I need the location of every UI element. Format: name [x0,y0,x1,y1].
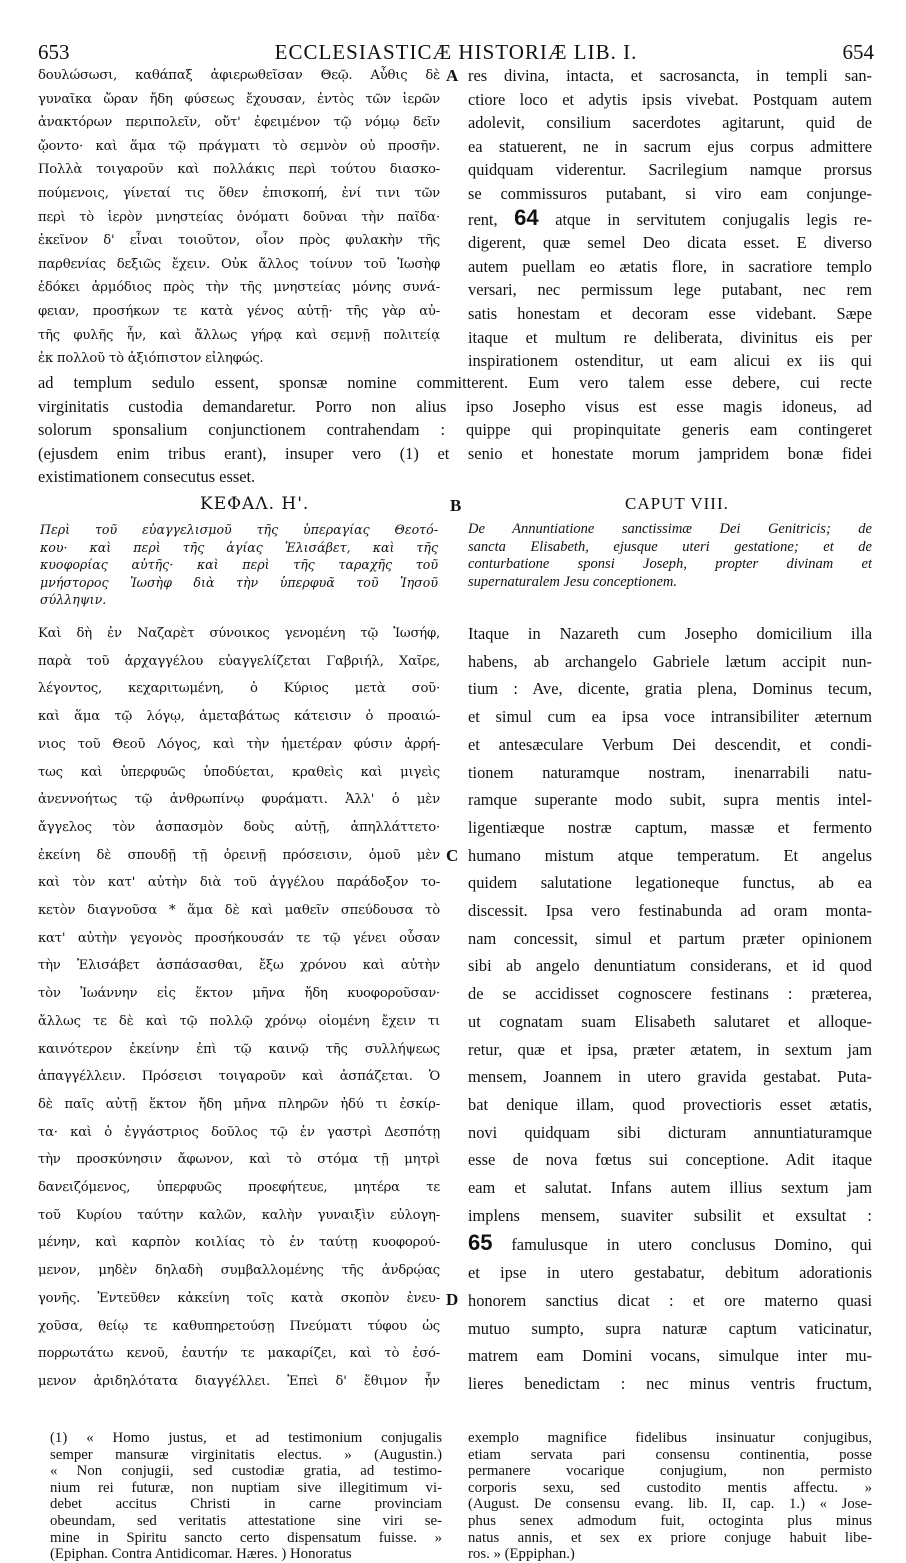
greek-text-line: μένην, καὶ καρπὸν κοιλίας τὸ ἐν ταύτῃ κυοφορού- [38,1235,440,1251]
greek-text-line: καινότερον ἐκείνην ἐπὶ τῷ καινῷ τῆς συλλήψεως [38,1041,440,1057]
greek-text-line: τὸν Ἰωάννην εἰς ἕκτον μῆνα ἤδη κυοφοροῦσαν· [38,986,440,1002]
greek-text-line: μενον, μηδὲν δηλαδὴ συμβαλλομένης τῆς ἀνδρῴας [38,1263,440,1279]
latin-text-line: ea statuerent, ne in sacrum ejus corpus admittere [468,136,872,156]
greek-text-line: ἄλλως τε δὲ καὶ τῷ πολλῷ χρόνῳ οἰομένη ἔχειν τι [38,1013,440,1029]
latin-text-line: eam et salutat. Infans autem illius sextum jam [468,1178,872,1198]
greek-text-line: ἐκεῖνον δ' εἶναι τοιοῦτον, οἷον πρὸς φυλακὴν τῆς [38,233,440,249]
latin-text-line: esse de nova fœtus sui conceptione. Adit itaque [468,1150,872,1170]
greek-text-line: γυναῖκα ὥραν ἤδη φύσεως ἔχουσαν, ἐντὸς τῶν ἱερῶν [38,91,440,107]
latin-text-line: bat denique illam, quod provectioris esset ætatis, [468,1094,872,1114]
greek-chapter-summary [40,521,438,609]
greek-text-line: χοῦσα, θείῳ τε καθυπηρετούσῃ Πνεύματι τύφου ὡς [38,1318,440,1334]
footnote-right [468,1430,872,1563]
latin-text-line: rent, 64 atque in servitutem conjugalis legis re- [468,205,872,230]
latin-text-line: se commissuros putabant, si viro eam conjunge- [468,183,872,203]
latin-summary-line: supernaturalem Jesu conceptionem. [468,573,677,590]
latin-text-line: implens mensem, suaviter subsilit et exsultat : [468,1205,872,1225]
margin-letter-b: B [450,496,462,515]
footnote-line: corporis sexu, sed custodito mentis affectu. » [468,1479,872,1496]
footnote-line: (Epiphan. Contra Antidicomar. Hæres. ) Honoratus [50,1546,352,1563]
latin-text-line: Itaque in Nazareth cum Josepho domicilium illa [468,624,872,643]
greek-text-line: γονῆς. Ἐντεῦθεν κἀκείνη τοῖς κατὰ σκοπὸν ἐνευ- [38,1290,440,1306]
greek-text-line: ἄγγελος τὸν ἀσπασμὸν δοὺς αὐτῇ, ἀπηλλάττετο· [38,819,440,835]
latin-text-line: ut cognatam suam Elisabeth salutaret et alloque- [468,1011,872,1031]
greek-text-line: ἀνεννοήτως τῷ ἀνθρωπίνῳ φυράματι. Ἀλλ' ὁ μὲν [38,792,440,808]
latin-full-width-paragraph [38,371,872,489]
latin-text-line: digerent, quæ semel Deo dicata esset. E diverso [468,233,872,253]
greek-text-line: τως καὶ ὑπερφυῶς ὑποδύεται, κραθεὶς καὶ μιγεὶς [38,764,440,780]
latin-text-line: sibi ab angelo denuntiatum considerans, et id quod [468,956,872,976]
latin-column-body [468,620,872,1398]
greek-text-line: ἀνακτόρων περιπολεῖν, οὔτ' ἐφειμένον τῷ νόμῳ δεῖν [38,115,440,131]
latin-text-line: versari, nec permissum lege putabant, nec rem [468,280,872,300]
footnote-left [50,1430,442,1563]
greek-text-line: τὴν Ἐλισάβετ ἀσπάσασθαι, ἔξω χρόνου καὶ αὐτὴν [38,958,440,974]
greek-text-line: τῆς φυλῆς ἦν, καὶ ἄλλως γήρᾳ καὶ σεμνῇ πολιτείᾳ [38,327,440,343]
latin-text-line: quidem salutatione legationeque functus, ab ea [468,873,872,893]
latin-text-line: mutuo sumpto, supra naturæ captum vaticinatur, [468,1318,872,1338]
latin-text-line: nam concessit, simul et partum præter opinionem [468,928,872,948]
latin-text-line: retur, quæ et ipsa, præter ætatem, in sextum jam [468,1039,872,1059]
latin-text-line: matrem eam Domini vocans, simulque inter mu- [468,1346,872,1366]
footnote-line: « Non conjugii, sed custodiæ gratia, ad testimo- [50,1463,442,1480]
latin-text-line: lieres benedictam : nec minus ventris fructum, [468,1373,872,1393]
latin-text-line: ligentiæque nostræ captum, massæ et fermento [468,817,872,837]
footnote-line: permanere vocarique conjugium, non permisto [468,1463,872,1480]
latin-summary-line: De Annuntiatione sanctissimæ Dei Genitricis; de [468,521,872,537]
footnote-line: nium rei futuræ, non nuptiam sive illegitimum vi- [50,1479,442,1496]
greek-text-line: δὲ παῖς αὐτῇ ἕκτον ἤδη μῆνα πληρῶν ἠδύ τι ἐσκίρ- [38,1096,440,1112]
greek-text-line: τὴν προσκύνησιν ἄφωνον, καὶ τὸ στόμα τῇ μητρὶ [38,1152,440,1168]
latin-text-line: inspirationem ostenditur, ut eam alicui ex iis qui [468,351,872,371]
latin-text-line: tionem naturamque nostram, inenarrabili natu- [468,762,872,782]
margin-letter-d: D [446,1290,459,1309]
latin-text-line: habens, ab archangelo Gabriele lætum accipit nun- [468,651,872,671]
greek-text-line: ἀπαγγέλλειν. Πρόσεισι τοιγαροῦν καὶ ἀσπάζεται. Ὁ [38,1069,440,1085]
latin-text-line: virginitatis custodia demandaretur. Porro non alius ipso Josepho visus est esse magis idoneus, ad [38,396,872,416]
latin-text-line: et antesæculare Verbum Dei descendit, et condi- [468,734,872,754]
section-number: 65 [468,1230,493,1256]
greek-text-line: δουλώσωσι, καθάπαξ ἀφιερωθεῖσαν Θεῷ. Αὖθις δὲ [38,68,440,83]
footnote-line: (1) « Homo justus, et ad testimonium conjugalis [50,1430,442,1446]
latin-text-line: novi quidquam sibi dicturam annuntiaturamque [468,1122,872,1142]
page-number-left: 653 [38,40,70,64]
greek-summary-line: κυοφορίας αὐτῆς· καὶ περὶ τῆς ταραχῆς τοῦ [40,557,438,572]
greek-text-line: καὶ τὸν κατ' αὐτὴν διὰ τοῦ ἀγγέλου παράδοξον το- [38,875,440,891]
latin-text-line: autem puellam eo ætatis flore, in sacratiore templo [468,256,872,276]
greek-text-line: ᾤοντο· καὶ ἅμα τῷ πράγματι τὸ σεμνὸν οὐ προσῆν. [38,138,440,154]
latin-text-line: 65 famulusque in utero conclusus Domino, qui [468,1230,872,1256]
margin-letter-c: C [446,846,459,865]
latin-text-line: ad templum sedulo essent, sponsæ nomine committerent. Eum vero talem esse debere, cui recte [38,373,872,392]
section-number: 64 [514,205,539,230]
footnote-line: ros. » (Eppiphan.) [468,1546,575,1563]
latin-text-line: solorum sponsalium conjunctionem contrahendam : quippe qui propinquitate generis eam contingeret [38,420,872,440]
greek-text-line: παρὰ τοῦ ἀρχαγγέλου εὐαγγελίζεται Γαβριήλ, Χαῖρε, [38,653,440,669]
greek-column-top [38,64,440,371]
footnote-line: (August. De consensu evang. lib. II, cap. 1.) « Jose- [468,1496,872,1513]
latin-text-line: et simul cum ea ipsa voce intransibiliter æternum [468,707,872,727]
greek-text-line: τοῦ Κυρίου ταύτην καλῶν, καλὴν γυναιξὶν εὐλογη- [38,1207,440,1223]
greek-text-line: ἐκ πολλοῦ τὸ ἀξιόπιστον εἰληφώς. [38,351,264,367]
greek-text-line: πορρωτάτω κενοῦ, ἑαυτήν τε μακαρίζει, καὶ τὸ ἐσό- [38,1346,440,1362]
greek-text-line: νιος τοῦ Θεοῦ Λόγος, καὶ τὴν ἡμετέραν φύσιν ἀρρή- [38,736,440,752]
page-number-right: 654 [842,40,874,64]
latin-text-line: et ipse in utero gestabatur, debitum adorationis [468,1263,872,1283]
latin-text-line: de se accidisset cognoscere festinans : præterea, [468,984,872,1004]
footnote-line: exemplo magnifice fidelibus insinuatur conjugibus, [468,1430,872,1446]
latin-text-line: tium : Ave, dicente, gratia plena, Dominus tecum, [468,679,872,699]
latin-summary-line: sancta Elisabeth, ejusque uteri gestatione; et de [468,538,872,555]
greek-text-line: παρθενίας δεξιῶς ἔχειν. Οὐκ ἄλλος τοίνυν τοῦ Ἰωσὴφ [38,256,440,272]
greek-summary-line: μνήστορος Ἰωσὴφ διὰ τὴν ὑπερφυᾶ τοῦ Ἰησοῦ [40,574,438,590]
latin-summary-line: conturbatione sponsi Joseph, propter divinam et [468,556,872,572]
footnote-line: obeundam, sed veritatis attestatione sine viri se- [50,1512,442,1529]
latin-text-line: honorem sanctius dicat : et ore materno quasi [468,1290,872,1310]
latin-chapter-summary [468,521,872,591]
greek-text-line: τα· καὶ ὁ ἐγγάστριος δοῦλος τῷ ἐν γαστρὶ Δεσπότῃ [38,1124,440,1140]
running-header [38,40,874,66]
greek-text-line: λέγοντος, κεχαριτωμένη, ὁ Κύριος μετὰ σοῦ· [38,681,440,697]
latin-text-line: quidquam viderentur. Sacrilegium namque prorsus [468,160,872,180]
latin-text-line: itaque et multum re deliberata, divinitus eis per [468,327,872,347]
greek-text-line: ἐδόκει ἁρμόδιος πρὸς τὴν τῆς μνηστείας μόνης συνά- [38,280,440,296]
greek-text-line: μενον ἀριδηλότατα διαγγέλλει. Ἐπεὶ δ' ἔθιμον ἦν [38,1373,440,1389]
greek-text-line: καὶ ἅμα τῷ λόγῳ, ἀμεταβάτως κάτεισιν ὁ προαιώ- [38,709,440,725]
latin-column-top [468,64,872,373]
running-title: ECCLESIASTICÆ HISTORIÆ LIB. I. [274,40,638,64]
margin-letter-a: A [446,66,459,85]
greek-summary-line: κου· καὶ περὶ τῆς ἁγίας Ἐλισάβετ, καὶ τῆς [40,539,438,555]
latin-text-line: ctiore loco et adytis ipsis vivebat. Postquam autem [468,89,872,109]
greek-text-line: Καὶ δὴ ἐν Ναζαρὲτ σύνοικος γενομένη τῷ Ἰωσήφ, [38,626,440,641]
latin-text-line: ramque superante modo subit, supra mentis intel- [468,790,872,810]
footnote-line: debet accitus Christi in carne provinciam [50,1496,442,1513]
footnote-line: phus senex admodum fuit, octoginta plus minus [468,1512,872,1529]
greek-text-line: Πολλὰ τοιγαροῦν καὶ πολλάκις περὶ τούτου διασκο- [38,162,440,178]
footnote-line: semper mansuræ virginitatis electus. » (Augustin.) [50,1446,442,1463]
greek-chapter-heading: ΚΕΦΑΛ. Η'. [200,494,310,514]
greek-text-line: φειαν, προσήκων τε κατὰ γένος αὐτῇ· τῆς γὰρ αὐ- [38,303,440,319]
latin-text-line: humano mistum atque temperatum. Et angelus [468,845,872,865]
greek-text-line: δανειζόμενος, ὑπερφυῶς προεφήτευε, μητέρα τε [38,1180,440,1196]
greek-summary-line: σύλληψιν. [40,592,107,607]
latin-text-line: discessit. Ipsa vero festinabunda ad oram monta- [468,901,872,921]
greek-text-line: κετὸν διαγνοῦσα * ἅμα δὲ καὶ μαθεῖν σπεύδουσα τὸ [38,903,440,919]
greek-text-line: περὶ τὸ ἱερὸν μνηστείας ὀνόματι δοῦναι τὴν παῖδα· [38,209,440,225]
latin-text-line: adolevit, consilium sacerdotes agitarunt, quid de [468,113,872,133]
footnote-line: etiam servata pari consensu continentia, posse [468,1446,872,1463]
latin-text-line: (ejusdem enim tribus erant), insuper vero (1) et senio et honestate morum jampridem bonæ fidei [38,443,872,463]
latin-chapter-heading: CAPUT VIII. [625,494,729,513]
greek-text-line: πούμενοις, γίνεταί τις ὅθεν ἐπισκοπή, ἐνί τινι τῶν [38,185,440,201]
greek-text-line: κατ' αὐτὴν γεγονὸς προσήκουσάν τε τῷ γένει οὖσαν [38,930,440,946]
latin-text-line: satis honestam et decoram esse videbant. Sæpe [468,303,872,323]
latin-text-line: existimationem consecutus esset. [38,467,256,487]
latin-text-line: mensem, Joannem in utero gravida gestabat. Puta- [468,1067,872,1087]
footnote-line: natus annis, et sex ex priore conjuge habuit libe- [468,1529,872,1546]
latin-text-line: res divina, intacta, et sacrosancta, in templi san- [468,66,872,85]
greek-summary-line: Περὶ τοῦ εὐαγγελισμοῦ τῆς ὑπεραγίας Θεοτό- [40,522,438,537]
footnote-line: mine in Spiritu sancto certo dispensatum fuisse. » [50,1529,442,1546]
greek-column-body [38,620,440,1396]
greek-text-line: ἐκείνη δὲ σπουδῇ τῇ ὀρεινῇ πρόσεισιν, ὁμοῦ μὲν [38,847,440,863]
